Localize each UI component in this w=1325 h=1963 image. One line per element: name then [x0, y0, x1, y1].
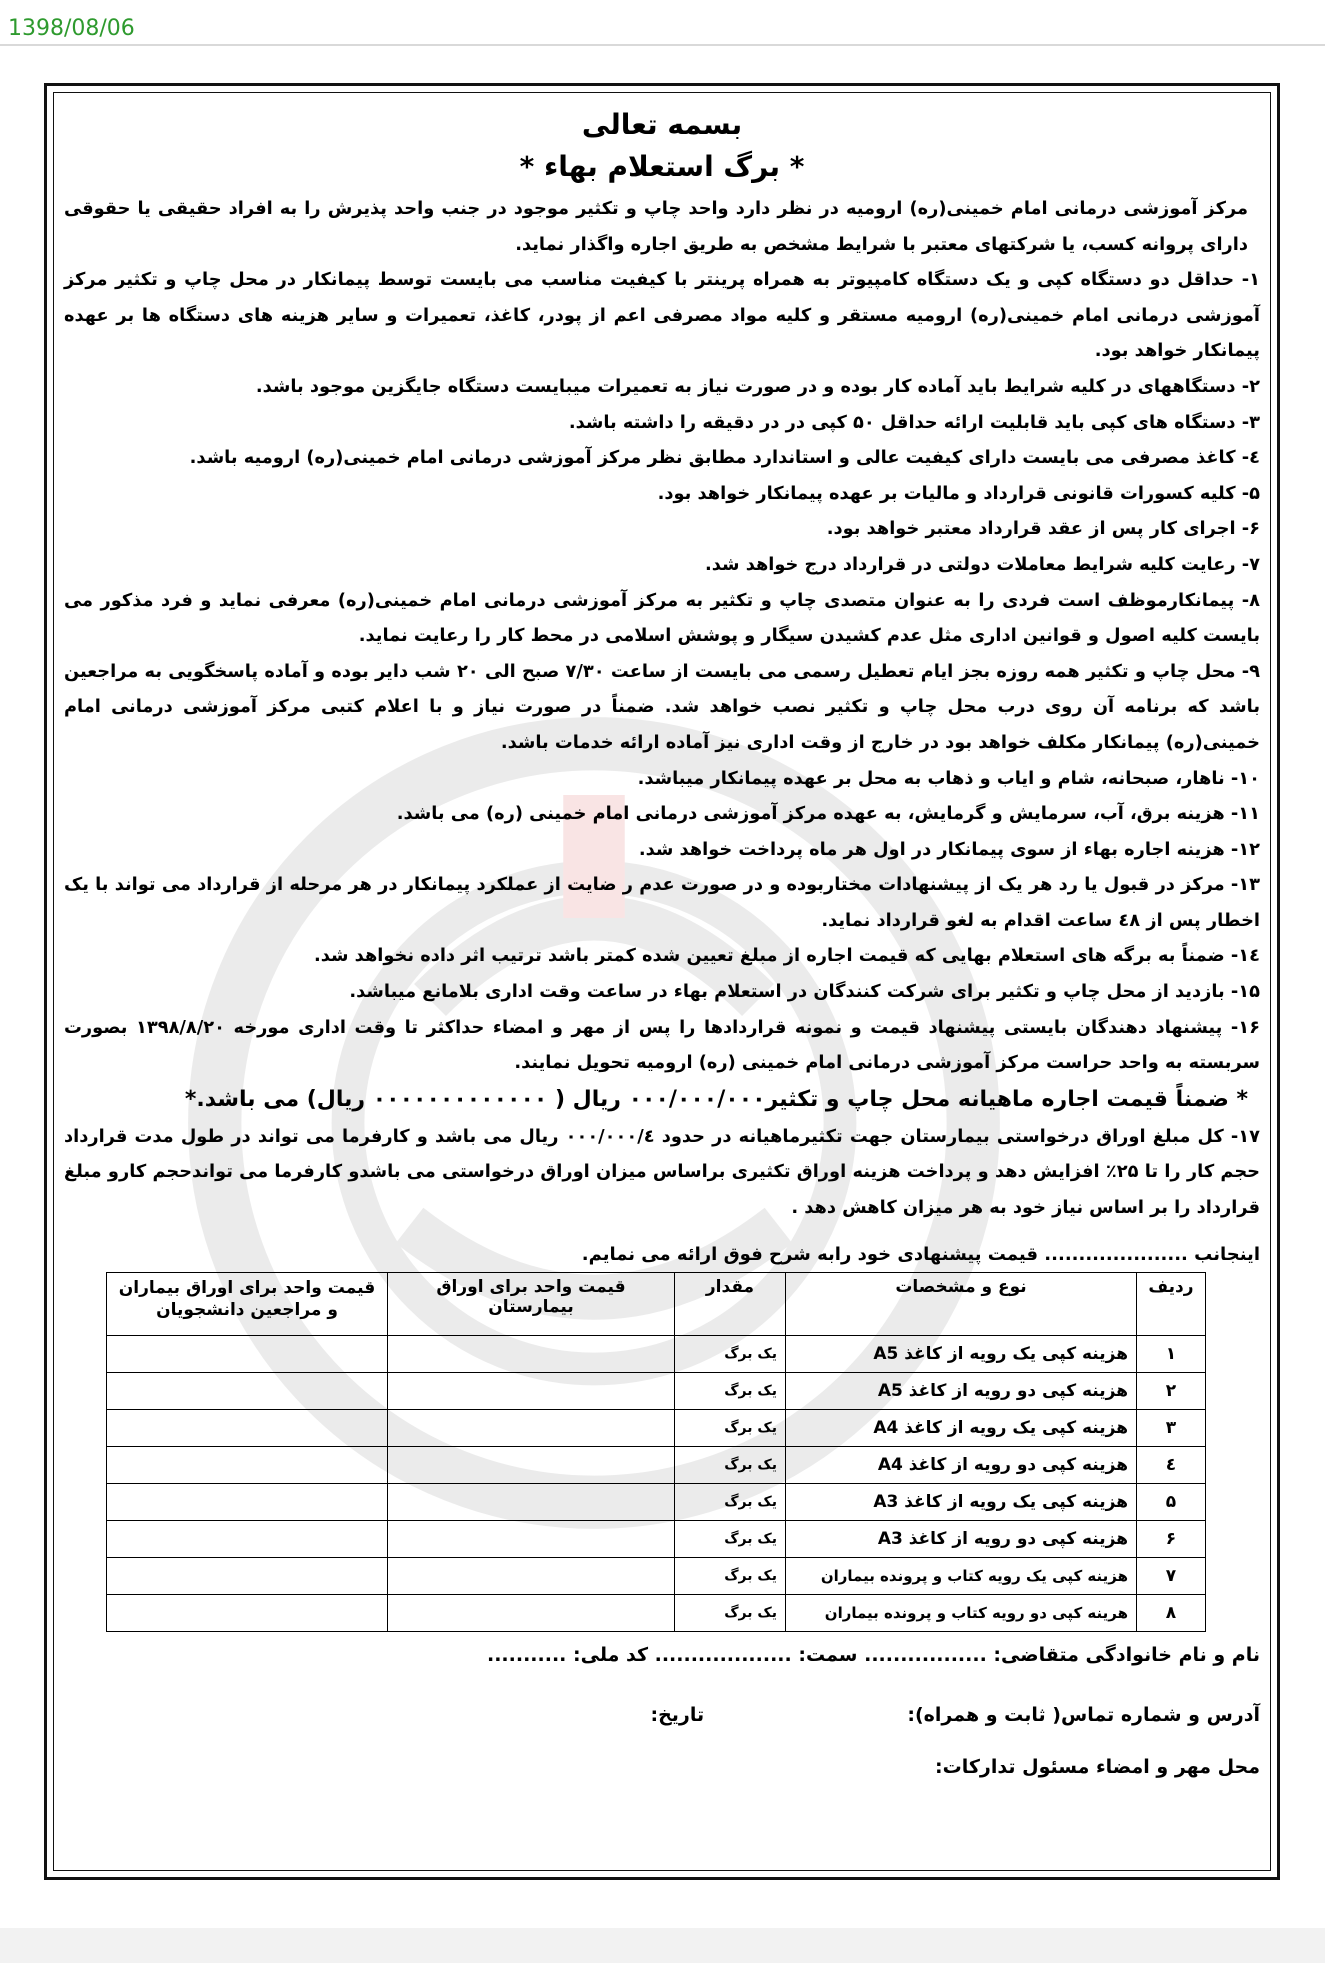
hospital-price-cell[interactable] — [388, 1520, 675, 1557]
price-table — [106, 1272, 1206, 1632]
date-stamp: 1398/08/06 — [8, 16, 135, 41]
col-header-hospital-price: قیمت واحد برای اوراق بیمارستان — [388, 1272, 675, 1335]
col-header-desc: نوع و مشخصات — [786, 1272, 1137, 1335]
term-item: ۳- دستگاه های کپی باید قابلیت ارائه حداقل ۵۰ کپی در در دقیقه را داشته باشد. — [568, 411, 1260, 433]
row-number: ٤ — [1137, 1446, 1206, 1483]
term-item: ۱۳- مرکز در قبول یا رد هر یک از پیشنهادات مختاربوده و در صورت عدم ر ضایت از عملکرد پیمانکار در هر مرحله از قرارداد می تواند با یک اخطار پس از ٤٨ ساعت اقدام به لغو قرارداد نماید. — [64, 874, 1260, 931]
table-row — [107, 1409, 1206, 1446]
term-item: ۱۱- هزینه برق، آب، سرمایش و گرمایش، به عهده مرکز آموزشی درمانی امام خمینی (ره) می باشد. — [396, 803, 1260, 825]
term-item: ١٤- ضمناً به برگه های استعلام بهایی که قیمت اجاره از مبلغ تعیین شده کمتر باشد ترتیب اثر داده نخواهد شد. — [313, 945, 1260, 967]
row-qty: یک برگ — [675, 1483, 786, 1520]
term-item: ۵- کلیه کسورات قانونی قرارداد و مالیات بر عهده پیمانکار خواهد بود. — [657, 482, 1260, 504]
page-title: * برگ استعلام بهاء * — [519, 150, 805, 183]
term-item: ٤- کاغذ مصرفی می بایست دارای کیفیت عالی و استاندارد مطابق نظر مرکز آموزشی درمانی امام خمینی(ره) ارومیه باشد. — [189, 447, 1260, 469]
row-desc: هزینه کپی دو رویه از کاغذ A5 — [786, 1372, 1137, 1409]
term-item: ۱۲- هزینه اجاره بهاء از سوی پیمانکار در اول هر ماه پرداخت خواهد شد. — [638, 838, 1260, 860]
student-price-cell[interactable] — [107, 1446, 388, 1483]
top-divider — [0, 44, 1325, 46]
table-row — [107, 1446, 1206, 1483]
row-qty: یک برگ — [675, 1372, 786, 1409]
footer-band — [0, 1928, 1325, 1963]
col-header-qty: مقدار — [675, 1272, 786, 1335]
student-price-cell[interactable] — [107, 1372, 388, 1409]
row-number: ۲ — [1137, 1372, 1206, 1409]
student-price-cell[interactable] — [107, 1409, 388, 1446]
address-date-line — [62, 1700, 1262, 1730]
term-item: ۱- حداقل دو دستگاه کپی و یک دستگاه کامپیوتر به همراه پرینتر با کیفیت مناسب می بایست توسط پیمانکار در محل چاپ و تکثیر مرکز آموزشی درمانی امام خمینی(ره) ارومیه مستقر و کلیه مواد مصرفی اعم از پودر، کاغذ، تعمیرات و سایر هزینه های دستگاه ها بر عهده پیمانکار خواهد بود. — [64, 269, 1260, 362]
document-frame — [44, 83, 1280, 1880]
row-number: ۷ — [1137, 1557, 1206, 1594]
table-row — [107, 1557, 1206, 1594]
row-number: ۵ — [1137, 1483, 1206, 1520]
student-price-cell[interactable] — [107, 1335, 388, 1372]
row-qty: یک برگ — [675, 1520, 786, 1557]
row-qty: یک برگ — [675, 1557, 786, 1594]
term-item: ۲- دستگاههای در کلیه شرایط باید آماده کار بوده و در صورت نیاز به تعمیرات میبایست دستگاه جایگزین موجود باشد. — [255, 375, 1260, 397]
table-row — [107, 1335, 1206, 1372]
row-desc: هزینه کپی یک رویه از کاغذ A3 — [786, 1483, 1137, 1520]
table-row — [107, 1594, 1206, 1631]
table-row — [107, 1520, 1206, 1557]
hospital-price-cell[interactable] — [388, 1594, 675, 1631]
intro-paragraph: مرکز آموزشی درمانی امام خمینی(ره) ارومیه در نظر دارد واحد چاپ و تکثیر موجود در جنب واحد پذیرش را به افراد حقیقی یا حقوقی دارای پروانه کسب، یا شرکتهای معتبر با شرایط مشخص به طریق اجاره واگذار نماید. — [64, 198, 1248, 255]
row-number: ۱ — [1137, 1335, 1206, 1372]
row-qty: یک برگ — [675, 1409, 786, 1446]
rent-price-notice: * ضمناً قیمت اجاره ماهیانه محل چاپ و تکثیر۰۰۰/۰۰۰/۰۰۰ ریال ( ۰۰۰۰۰۰۰۰۰۰۰۰۰ ریال) می باشد.* — [184, 1086, 1248, 1112]
stamp-signature-line[interactable]: محل مهر و امضاء مسئول تدارکات: — [935, 1755, 1260, 1778]
row-qty: یک برگ — [675, 1446, 786, 1483]
term-item: ۱۵- بازدید از محل چاپ و تکثیر برای شرکت کنندگان در استعلام بهاء در ساعت وقت اداری بلامانع میباشد. — [349, 981, 1260, 1003]
term-item: ۱۰- ناهار، صبحانه، شام و ایاب و ذهاب به محل بر عهده پیمانکار میباشد. — [637, 767, 1260, 789]
col-header-student-price: قیمت واحد برای اوراق بیماران و مراجعین دانشجویان — [107, 1272, 388, 1335]
terms-list — [62, 262, 1262, 1081]
price-table-header — [107, 1272, 1206, 1335]
hospital-price-cell[interactable] — [388, 1557, 675, 1594]
term-item: ۶- اجرای کار پس از عقد قرارداد معتبر خواهد بود. — [826, 518, 1260, 540]
date-label[interactable]: تاریخ: — [650, 1703, 705, 1726]
hospital-price-cell[interactable] — [388, 1446, 675, 1483]
document-inner-frame — [53, 92, 1271, 1871]
row-desc: هزینه کپی دو رویه از کاغذ A3 — [786, 1520, 1137, 1557]
address-label[interactable]: آدرس و شماره تماس( ثابت و همراه): — [907, 1703, 1260, 1726]
bismillah-heading: بسمه تعالی — [581, 108, 743, 141]
row-qty: یک برگ — [675, 1335, 786, 1372]
student-price-cell[interactable] — [107, 1483, 388, 1520]
student-price-cell[interactable] — [107, 1520, 388, 1557]
applicant-name-line[interactable]: نام و نام خانوادگی متقاضی: ................. سمت: ................... کد ملی: ........... — [487, 1643, 1260, 1666]
col-header-row: ردیف — [1137, 1272, 1206, 1335]
hospital-price-cell[interactable] — [388, 1409, 675, 1446]
row-number: ۶ — [1137, 1520, 1206, 1557]
row-desc: هزینه کپی یک رویه از کاغذ A5 — [786, 1335, 1137, 1372]
document-content — [54, 93, 1270, 1870]
table-row — [107, 1483, 1206, 1520]
student-price-cell[interactable] — [107, 1594, 388, 1631]
row-desc: هزینه کپی دو رویه از کاغذ A4 — [786, 1446, 1137, 1483]
row-desc: هرینه کپی دو رویه کتاب و پرونده بیماران — [786, 1594, 1137, 1631]
term-item: ۸- پیمانکارموظف است فردی را به عنوان متصدی چاپ و تکثیر به مرکز آموزشی درمانی امام خمینی(ره) معرفی نماید و فرد مذکور می بایست کلیه اصول و قوانین اداری مثل عدم کشیدن سیگار و پوشش اسلامی در محط کار را رعایت نماید. — [64, 589, 1260, 647]
term-item: ۹- محل چاپ و تکثیر همه روزه بجز ایام تعطیل رسمی می بایست از ساعت ۷/۳۰ صبح الی ۲۰ شب دایر بوده و آماده پاسخگویی به مراجعین باشد که برنامه آن روی درب محل چاپ و تکثیر نصب خواهد شد. ضمناً در صورت نیاز و با اعلام کتبی مرکز آموزشی درمانی امام خمینی(ره) پیمانکار مکلف خواهد بود در خارج از وقت اداری نیز آماده ارائه خدمات باشد. — [64, 660, 1261, 753]
offer-statement: اینجانب ..................... قیمت پیشنهادی خود رابه شرح فوق ارائه می نمایم. — [581, 1243, 1260, 1265]
row-number: ۸ — [1137, 1594, 1206, 1631]
row-desc: هزینه کپی یک رویه کتاب و پرونده بیماران — [786, 1557, 1137, 1594]
term-item: ۷- رعایت کلیه شرایط معاملات دولتی در قرارداد درج خواهد شد. — [705, 553, 1260, 575]
hospital-price-cell[interactable] — [388, 1372, 675, 1409]
term-item-17: ۱۷- کل مبلغ اوراق درخواستی بیمارستان جهت تکثیرماهیانه در حدود ۰۰۰/۰۰۰/٤ ریال می باشد و کارفرما می تواند در طول مدت قرارداد حجم کار را تا ۲۵٪ افزایش دهد و پرداخت هزینه اوراق تکثیری براساس میزان اوراق درخواستی می باشدو کارفرما می تواندحجم کارو مبلغ قرارداد را بر اساس نیاز خود به هر میزان کاهش دهد . — [64, 1125, 1261, 1219]
hospital-price-cell[interactable] — [388, 1335, 675, 1372]
row-number: ۳ — [1137, 1409, 1206, 1446]
term-item: ۱۶- پیشنهاد دهندگان بایستی پیشنهاد قیمت و نمونه قراردادها را پس از مهر و امضاء حداکثر تا وقت اداری مورخه ۱۳۹۸/۸/۲۰ بصورت سربسته به واحد حراست مرکز آموزشی درمانی امام خمینی (ره) ارومیه تحویل نمایند. — [64, 1016, 1261, 1074]
hospital-price-cell[interactable] — [388, 1483, 675, 1520]
student-price-cell[interactable] — [107, 1557, 388, 1594]
row-desc: هزینه کپی یک رویه از کاغذ A4 — [786, 1409, 1137, 1446]
table-row — [107, 1372, 1206, 1409]
row-qty: یک برگ — [675, 1594, 786, 1631]
